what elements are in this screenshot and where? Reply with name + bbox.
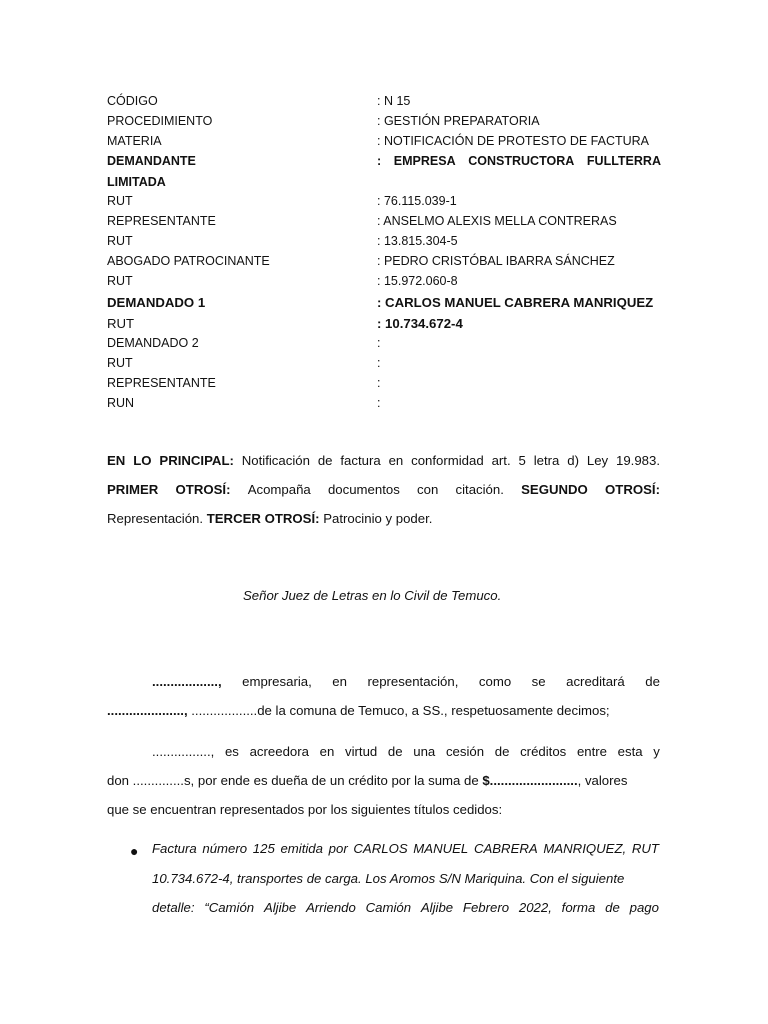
header-value: : [377, 396, 381, 410]
header-key: DEMANDADO 2 [107, 336, 199, 350]
word: Arriendo [305, 900, 356, 915]
word: y [653, 744, 660, 759]
word: Notificación [241, 453, 310, 468]
body-line [107, 766, 660, 795]
header-row [107, 212, 667, 232]
addressee-line: Señor Juez de Letras en lo Civil de Temuco. [243, 588, 502, 603]
header-value: : N 15 [377, 94, 411, 108]
bullet-item-text [152, 834, 659, 923]
bullet-line: 10.734.672-4, transportes de carga. Los Aromos S/N Mariquina. Con el siguiente [152, 870, 625, 886]
word: acreedora [249, 744, 309, 759]
word: documentos [327, 482, 400, 497]
header-key: CÓDIGO [107, 94, 158, 108]
word: se [531, 674, 546, 689]
value-word: : [377, 154, 382, 168]
summary-line [107, 475, 660, 504]
text-run: don ..............s, por ende es dueña de un crédito por la suma de [107, 773, 483, 788]
word: Aljibe [420, 900, 454, 915]
word: art. [491, 453, 511, 468]
value-word: EMPRESA [393, 154, 456, 168]
word: Acompaña [247, 482, 311, 497]
case-header [107, 92, 667, 414]
word: es [224, 744, 239, 759]
word: “Camión [204, 900, 255, 915]
text-run: $........................ [482, 773, 578, 788]
word: de [494, 744, 510, 759]
header-key: REPRESENTANTE [107, 214, 216, 228]
word: detalle: [152, 900, 195, 915]
header-value: : CARLOS MANUEL CABRERA MANRIQUEZ [377, 295, 654, 310]
header-value: : [377, 336, 381, 350]
bullet-line [152, 893, 659, 923]
text-run: ....................., [107, 703, 188, 718]
header-key: RUT [107, 356, 133, 370]
header-row [107, 374, 667, 394]
text-run: TERCER OTROSÍ: [206, 511, 320, 526]
header-value: : 10.734.672-4 [377, 316, 463, 331]
word: RUT [631, 841, 659, 856]
word: por [328, 841, 348, 856]
summary-line [107, 504, 660, 533]
word: empresaria, [242, 674, 312, 689]
header-row-demandante [107, 152, 667, 172]
word: Camión [365, 900, 412, 915]
text-run: ..................de la comuna de Temuco, a SS., respetuosamente decimos; [187, 703, 610, 718]
word: LO [133, 453, 152, 468]
header-value: : 13.815.304-5 [377, 234, 458, 248]
word: OTROSÍ: [175, 482, 231, 497]
summary-line [107, 446, 660, 475]
word: entre [576, 744, 607, 759]
word: .................., [152, 674, 222, 689]
word: MANRIQUEZ, [543, 841, 627, 856]
header-row [107, 272, 667, 292]
word: MANUEL [413, 841, 469, 856]
header-key: RUT [107, 316, 135, 331]
header-row [107, 192, 667, 212]
value-word: CONSTRUCTORA [468, 154, 575, 168]
word: 19.983. [616, 453, 660, 468]
intro-line [107, 696, 660, 725]
body-line: que se encuentran representados por los siguientes títulos cedidos: [107, 802, 503, 817]
word: de [317, 453, 333, 468]
header-key: RUT [107, 234, 133, 248]
header-key: PROCEDIMIENTO [107, 114, 213, 128]
word: 5 [518, 453, 526, 468]
header-row [107, 394, 667, 414]
header-row [107, 313, 667, 334]
word: ................, [152, 744, 215, 759]
word: acreditará [566, 674, 625, 689]
word: OTROSÍ: [605, 482, 660, 497]
word: de [387, 744, 403, 759]
intro-paragraph [107, 667, 660, 725]
header-value: : ANSELMO ALEXIS MELLA CONTRERAS [377, 214, 617, 228]
text-run: Representación. [107, 511, 207, 526]
header-key: ABOGADO PATROCINANTE [107, 254, 270, 268]
header-row [107, 252, 667, 272]
word: d) [567, 453, 579, 468]
header-row [107, 232, 667, 252]
word: número [202, 841, 248, 856]
word: PRIMER [107, 482, 159, 497]
intro-line [107, 667, 660, 696]
header-value: : 15.972.060-8 [377, 274, 458, 288]
header-row [107, 354, 667, 374]
word: una [413, 744, 436, 759]
header-value: : GESTIÓN PREPARATORIA [377, 114, 540, 128]
header-value [377, 152, 661, 170]
word: créditos [520, 744, 567, 759]
header-value: : PEDRO CRISTÓBAL IBARRA SÁNCHEZ [377, 254, 615, 268]
word: en [332, 674, 347, 689]
word: 2022, [518, 900, 552, 915]
header-row-demandado [107, 292, 667, 313]
value-word: FULLTERRA [586, 154, 661, 168]
text-run: , valores [577, 773, 628, 788]
word: cesión [445, 744, 485, 759]
word: Factura [152, 841, 197, 856]
word: en [319, 744, 335, 759]
word: representación, [367, 674, 459, 689]
word: factura [340, 453, 381, 468]
word: virtud [344, 744, 378, 759]
bullet-line [152, 834, 659, 864]
header-row [107, 132, 667, 152]
word: letra [533, 453, 560, 468]
word: PRINCIPAL: [159, 453, 234, 468]
word: Ley [586, 453, 609, 468]
word: conformidad [411, 453, 484, 468]
word: 125 [252, 841, 275, 856]
header-key: RUT [107, 194, 133, 208]
bullet-marker: ● [130, 843, 139, 859]
text-run: Patrocinio y poder. [319, 511, 433, 526]
header-row [107, 334, 667, 354]
header-key: MATERIA [107, 134, 162, 148]
word: de [605, 900, 620, 915]
header-key: DEMANDADO 1 [107, 295, 206, 310]
word: CARLOS [353, 841, 408, 856]
word: esta [617, 744, 643, 759]
header-value: : 76.115.039-1 [377, 194, 457, 208]
header-row [107, 92, 667, 112]
header-key: RUT [107, 274, 133, 288]
word: EN [107, 453, 126, 468]
header-key: DEMANDANTE [107, 154, 196, 168]
header-key: REPRESENTANTE [107, 376, 216, 390]
word: con [417, 482, 439, 497]
word: forma [561, 900, 596, 915]
word: SEGUNDO [521, 482, 588, 497]
word: como [478, 674, 512, 689]
summary-block [107, 446, 660, 533]
word: de [645, 674, 660, 689]
word: citación. [455, 482, 504, 497]
header-row [107, 112, 667, 132]
word: CABRERA [473, 841, 538, 856]
header-key: RUN [107, 396, 135, 410]
word: pago [629, 900, 659, 915]
word: en [388, 453, 404, 468]
header-value: : [377, 356, 381, 370]
header-value: : NOTIFICACIÓN DE PROTESTO DE FACTURA [377, 134, 650, 148]
header-value: : [377, 376, 381, 390]
body-line [107, 737, 660, 766]
header-value-continuation: LIMITADA [107, 175, 166, 189]
word: Aljibe [263, 900, 297, 915]
word: emitida [280, 841, 323, 856]
word: Febrero [462, 900, 510, 915]
body-paragraph [107, 737, 660, 824]
